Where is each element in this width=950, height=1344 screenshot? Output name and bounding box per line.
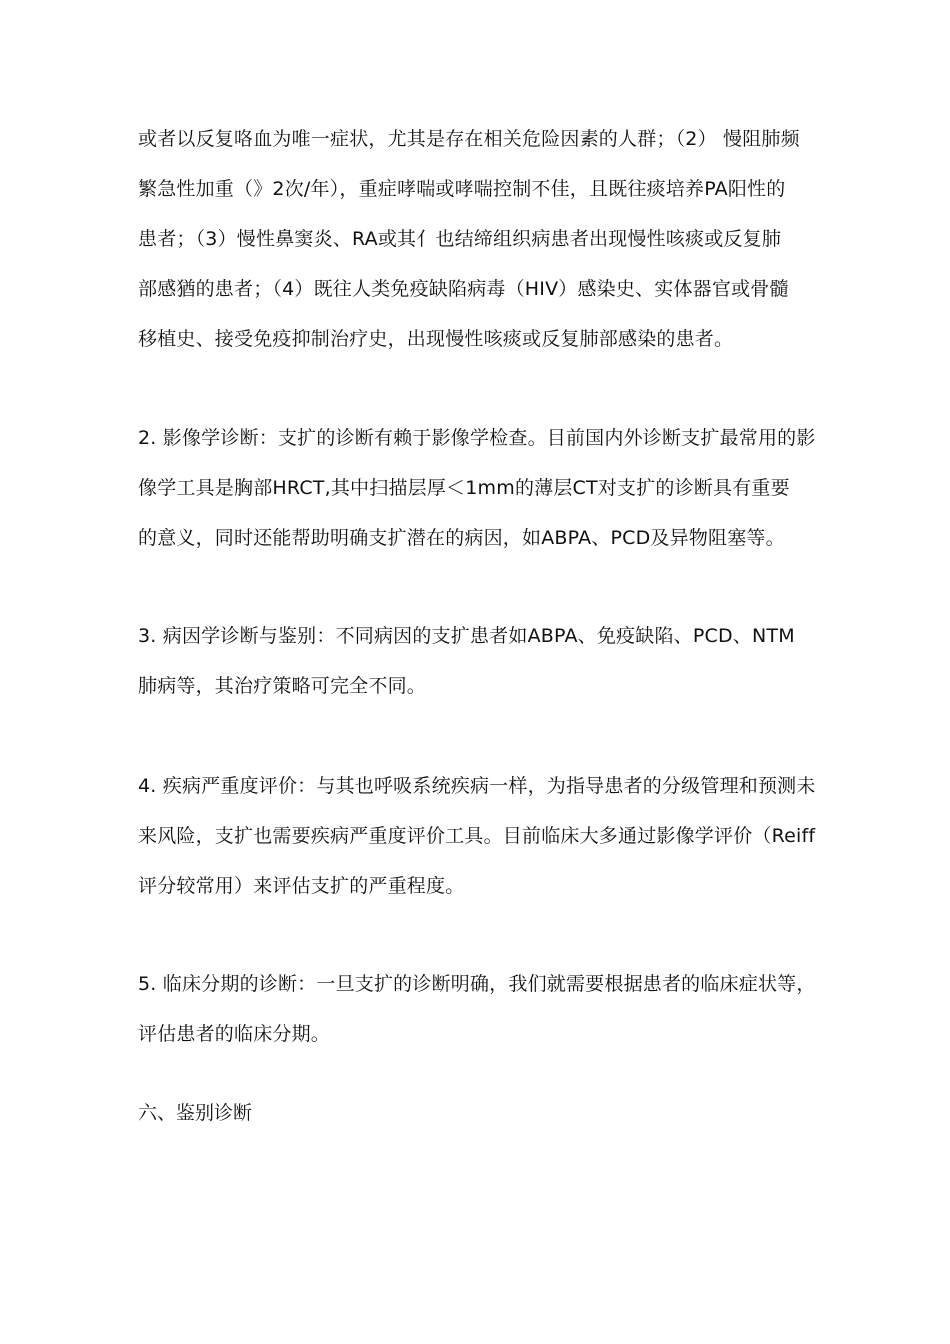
text-line: 来风险，支扩也需要疾病严重度评价工具。目前临床大多通过影像学评价（Reiff [138,825,816,847]
paragraph-risk-groups [138,114,828,364]
text-line: 部感猶的患者；（4）既往人类免疫缺陷病毒（HIV）感染史、实体器官或骨髓 [138,278,789,300]
text-line: 3. 病因学诊断与鉴别：不同病因的支扩患者如ABPA、免疫缺陷、PCD、NTM [138,625,795,647]
text-line: 移植史、接受免疫抑制治疗史，出现慢性咳痰或反复肺部感染的患者。 [138,328,734,350]
text-line: 肺病等，其治疗策略可完全不同。 [138,675,427,697]
paragraph-clinical-staging [138,959,828,1059]
text-line: 评估患者的临床分期。 [138,1023,331,1045]
section-heading: 六、鉴别诊断 [138,1102,253,1124]
text-line: 评分较常用）来评估支扩的严重程度。 [138,875,465,897]
paragraph-imaging-diagnosis [138,413,828,563]
text-line: 或者以反复咯血为唯一症状，尤其是存在相关危险因素的人群；（2） 慢阻肺频 [138,128,800,150]
paragraph-severity-evaluation [138,761,828,911]
text-line: 患者；（3）慢性鼻窦炎、RA或其亻也结缔组织病患者出现慢性咳痰或反复肺 [138,228,782,250]
text-line: 5. 临床分期的诊断：一旦支扩的诊断明确，我们就需要根据患者的临床症状等， [138,973,816,995]
text-line: 像学工具是胸部HRCT,其中扫描层厚＜1mm的薄层CT对支扩的诊断具有重要 [138,477,790,499]
text-line: 繁急性加重（》2次/年），重症哮喘或哮喘控制不佳，且既往痰培养PA阳性的 [138,178,786,200]
text-line: 4. 疾病严重度评价：与其也呼吸系统疾病一样，为指导患者的分级管理和预测未 [138,775,816,797]
paragraph-etiology-diagnosis [138,611,828,711]
text-line: 2. 影像学诊断：支扩的诊断有赖于影像学检查。目前国内外诊断支扩最常用的影 [138,427,816,449]
text-line: 的意义，同时还能帮助明确支扩潜在的病因，如ABPA、PCD及异物阻塞等。 [138,527,785,549]
